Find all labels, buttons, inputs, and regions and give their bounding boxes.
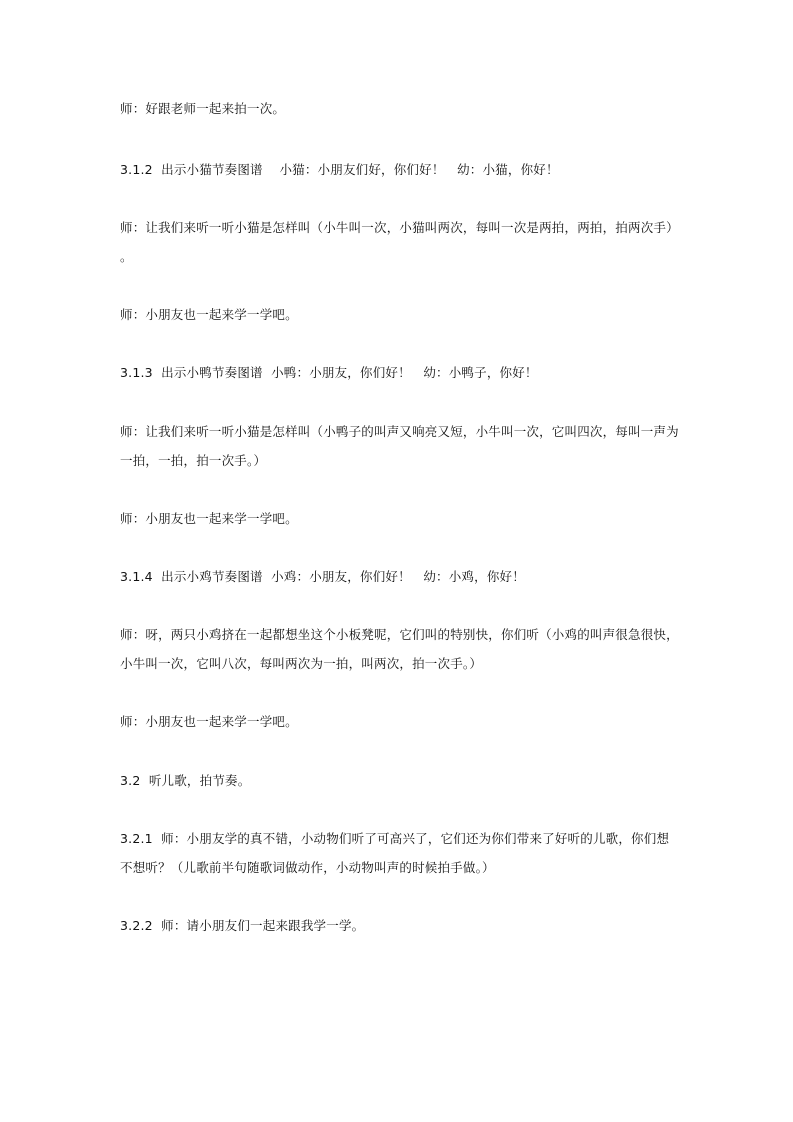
paragraph-3-2-1-song-intro: 3.2.1 师：小朋友学的真不错，小动物们听了可高兴了，它们还为你们带来了好听的儿歌，你们想不想听？（儿歌前半句随歌词做动作，小动物叫声的时候拍手做。）: [120, 831, 670, 875]
paragraph-teacher-learn-together: 师：小朋友也一起来学一学吧。: [120, 511, 298, 526]
paragraph-3-2-2-learn-together: 3.2.2 师：请小朋友们一起来跟我学一学。: [120, 918, 365, 933]
heading-3-1-4-chick-rhythm: 3.1.4 出示小鸡节奏图谱 小鸡：小朋友，你们好！ 幼：小鸡，你好！: [120, 569, 525, 584]
paragraph-teacher-learn-together: 师：小朋友也一起来学一学吧。: [120, 307, 298, 322]
paragraph-teacher-duckling-call: 师：让我们来听一听小猫是怎样叫（小鸭子的叫声又响亮又短，小牛叫一次，它叫四次，每叫一声为一拍，一拍，拍一次手。）: [120, 424, 679, 468]
paragraph-teacher-clap-once: 师：好跟老师一起来拍一次。: [120, 101, 286, 116]
heading-3-1-3-duckling-rhythm: 3.1.3 出示小鸭节奏图谱 小鸭：小朋友，你们好！ 幼：小鸭子，你好！: [120, 365, 538, 380]
paragraph-teacher-learn-together: 师：小朋友也一起来学一学吧。: [120, 714, 298, 729]
heading-3-1-2-kitten-rhythm: 3.1.2 出示小猫节奏图谱 小猫：小朋友们好，你们好！ 幼：小猫，你好！: [120, 162, 559, 177]
paragraph-teacher-chick-call: 师：呀，两只小鸡挤在一起都想坐这个小板凳呢，它们叫的特别快，你们听（小鸡的叫声很急很快，小牛叫一次，它叫八次，每叫两次为一拍，叫两次，拍一次手。）: [120, 627, 679, 671]
heading-3-2-listen-song: 3.2 听儿歌，拍节奏。: [120, 773, 251, 788]
paragraph-teacher-kitten-call: 师：让我们来听一听小猫是怎样叫（小牛叫一次，小猫叫两次，每叫一次是两拍，两拍，拍两次手） 。: [120, 220, 688, 264]
